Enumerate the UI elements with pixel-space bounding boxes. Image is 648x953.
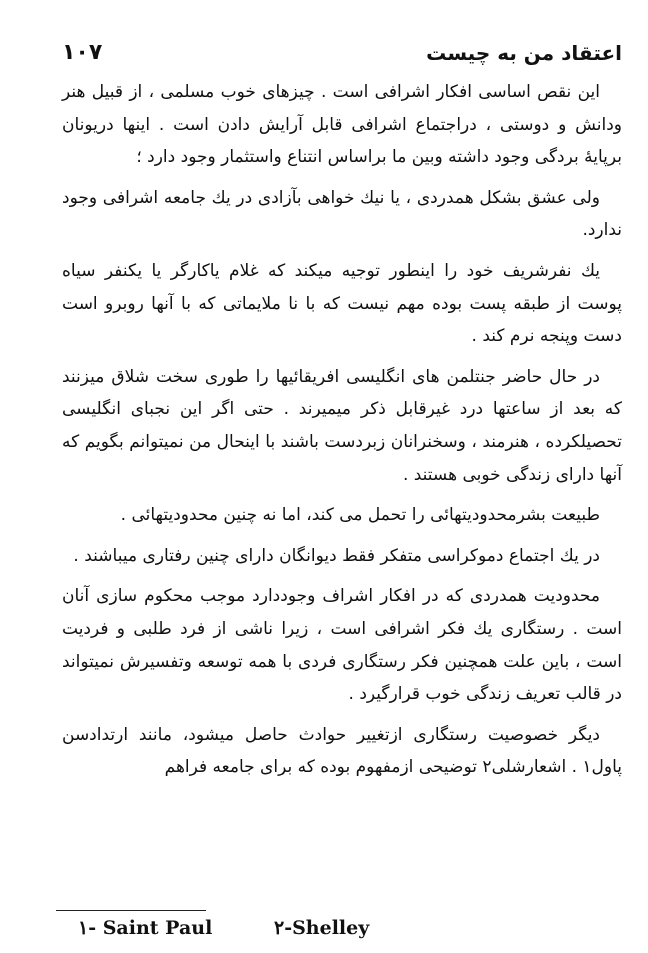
footnote-divider	[56, 910, 206, 911]
paragraph: طبیعت بشرمحدودیتهائی را تحمل می کند، اما نه چنین محدودیتهائی .	[120, 505, 600, 526]
book-page	[62, 36, 622, 946]
page-number: ۱۰۷	[62, 40, 103, 65]
running-title: اعتقاد من به چیست	[426, 41, 622, 65]
page-header	[62, 36, 622, 76]
footnotes	[62, 914, 392, 944]
footnote-saint-paul: ۱- Saint Paul	[78, 917, 213, 939]
paragraph: در یك اجتماع دموکراسی متفکر فقط دیوانگان دارای چنین رفتاری میباشند .	[73, 545, 600, 566]
body-text	[62, 76, 622, 784]
paragraph: یك نفرشریف خود را اینطور توجیه میکند که غلام یاکارگر یا یکنفر سیاه پوست از طبقه پست بوده مهم نیست که با نا ملایماتی که با آنها روبرو است دست وپنجه نرم کند .	[62, 260, 622, 347]
footnote-shelley: ۲-Shelley	[274, 917, 370, 939]
paragraph: دیگر خصوصیت رستگاری ازتغییر حوادث حاصل میشود، مانند ارتدادسن پاول۱ . اشعارشلی۲ توضیحی ازمفهوم بوده که برای جامعه فراهم	[62, 724, 622, 778]
paragraph: ولی عشق بشکل همدردی ، یا نیك خواهی بآزادی در یك جامعه اشرافی وجود ندارد.	[62, 187, 622, 241]
paragraph: محدودیت همدردی که در افکار اشراف وجوددارد موجب محکوم سازی آنان است . رستگاری یك فکر اشرافی است ، زیرا ناشی از فرد طلبی و فردیت است ، باین علت همچنین فکر رستگاری فردی با همه توسعه وتفسیرش نمیتواند در قالب تعریف زندگی خوب قرارگیرد .	[62, 586, 622, 705]
paragraph: این نقص اساسی افکار اشرافی است . چیزهای خوب مسلمی ، از قبیل هنر ودانش و دوستی ، دراجتماع اشرافی قابل آرایش دادن است . اینها دریونان برپایهٔ بردگی وجود داشته وبین ما براساس انتناع واستثمار وجود دارد ؛	[62, 82, 622, 168]
paragraph: در حال حاضر جنتلمن های انگلیسی افریقائیها را طوری سخت شلاق میزنند که بعد از ساعتها درد غیرقابل ذکر میمیرند . حتی اگر این نجبای انگلیسی تحصیلکرده ، هنرمند ، وسخنرانان زبردست باشند با اینحال من نمیتوانم بگویم که آنها دارای زندگی خوبی هستند .	[62, 366, 622, 485]
